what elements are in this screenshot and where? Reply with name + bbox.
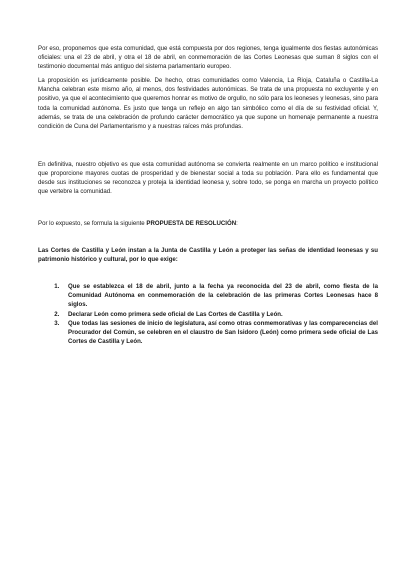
formulation-colon: : — [236, 219, 238, 227]
document-page — [38, 44, 378, 346]
paragraph-formulation — [38, 219, 378, 228]
resolution-item: 3. Que todas las sesiones de inicio de legislatura, así como otras conmemorativas y las comparecencias del Procurador del Común, se celebren en el claustro de San Isidoro (León) como primera sede oficial de Las Cortes de Castilla y León. — [61, 319, 378, 346]
paragraph-legal-justification: La proposición es jurídicamente posible. De hecho, otras comunidades como Valencia, La Rioja, Cataluña o Castilla-La Mancha celebran este mismo año, al menos, dos festividades autonómicas. Se trata de una propuesta no excluyente y en positivo, ya que el acontecimiento que queremos honrar es motivo de orgullo, no sólo para los leoneses y leonesas, sino para toda la comunidad autónoma. Es justo que tenga un reflejo en algo tan simbólico como el día de su festividad oficial. Y, además, se trata de una celebración de profundo carácter democrático ya que supone un homenaje permanente a nuestra condición de Cuna del Parlamentarismo y a nuestras raíces más profundas. — [38, 77, 378, 130]
paragraph-objective: En definitiva, nuestro objetivo es que esta comunidad autónoma se convierta realmente en un marco político e institucional que proporcione mayores cuotas de prosperidad y de bienestar social a toda su población. Para ello es fundamental que desde sus instituciones se reconozca y proteja la identidad leonesa y, sobre todo, se ponga en marcha un proyecto político que vertebre la comunidad. — [38, 161, 378, 196]
resolution-item: 1. Que se establezca el 18 de abril, junto a la fecha ya reconocida del 23 de abril, como fiesta de la Comunidad Autónoma en conmemoración de la celebración de las primeras Cortes Leonesas hace 8 siglos. — [61, 282, 378, 309]
paragraph-instance: Las Cortes de Castilla y León instan a la Junta de Castilla y León a proteger las señas de identidad leonesas y su patrimonio histórico y cultural, por lo que exige: — [38, 246, 378, 263]
paragraph-fiestas-proposal: Por eso, proponemos que esta comunidad, que está compuesta por dos regiones, tenga igualmente dos fiestas autonómicas oficiales: una el 23 de abril, y otra el 18 de abril, en conmemoración de las Cortes Leonesas que suman 8 siglos con el testimonio documental más antiguo del sistema parlamentario europeo. — [38, 45, 378, 71]
resolution-item: 2. Declarar León como primera sede oficial de Las Cortes de Castilla y León. — [61, 310, 378, 319]
resolution-heading: PROPUESTA DE RESOLUCIÓN — [146, 219, 237, 227]
formulation-text: Por lo expuesto, se formula la siguiente — [38, 219, 147, 227]
resolution-list — [38, 282, 378, 346]
